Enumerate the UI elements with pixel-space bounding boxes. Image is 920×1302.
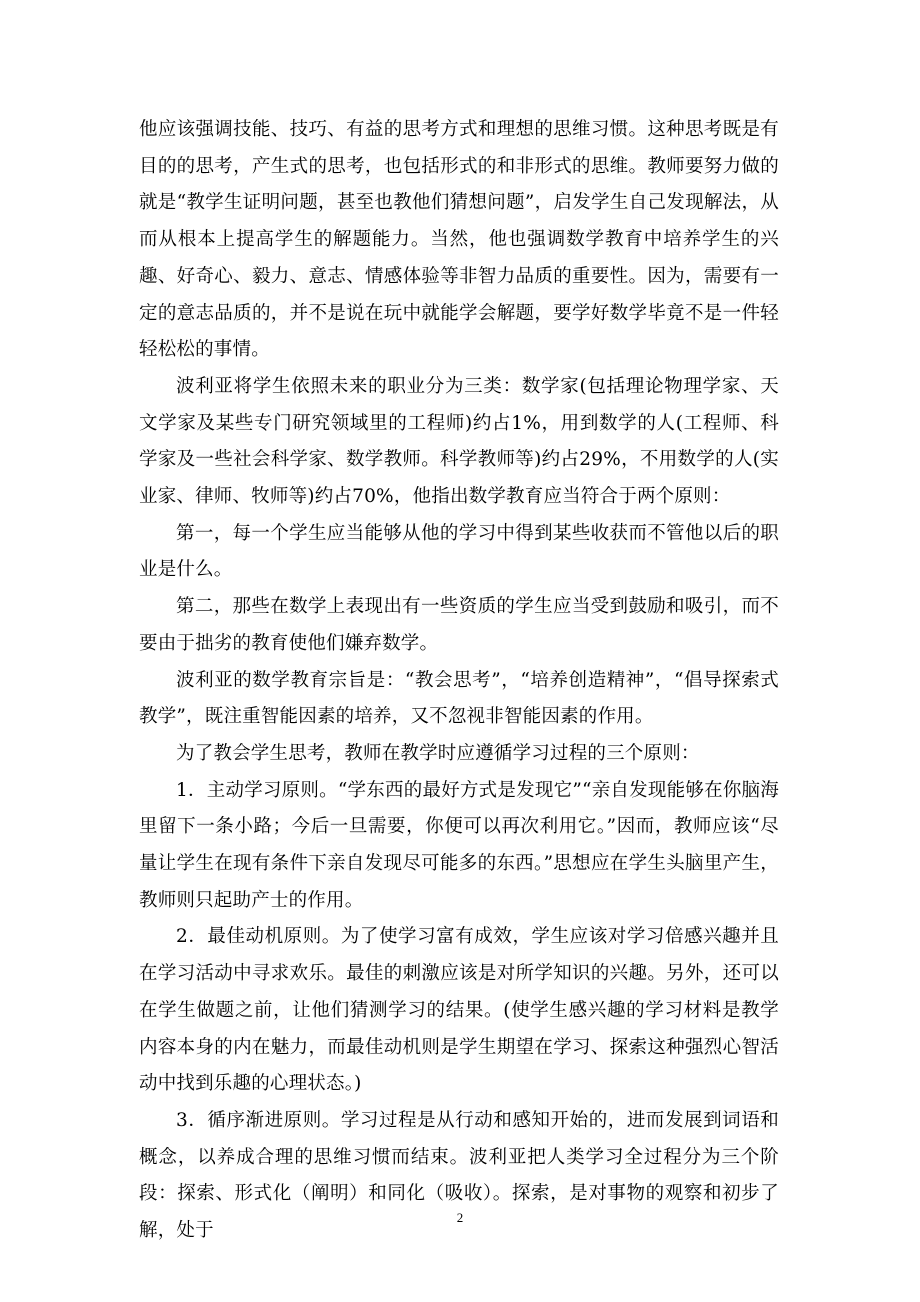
paragraph: 他应该强调技能、技巧、有益的思考方式和理想的思维习惯。这种思考既是有目的的思考，产生式的思考，也包括形式的和非形式的思维。教师要努力做的就是“教学生证明问题，甚至也教他们猜想问题”，启发学生自己发现解法，从而从根本上提高学生的解题能力。当然，他也强调数学教育中培养学生的兴趣、好奇心、毅力、意志、情感体验等非智力品质的重要性。因为，需要有一定的意志品质的，并不是说在玩中就能学会解题，要学好数学毕竟不是一件轻轻松松的事情。: [139, 119, 779, 361]
paragraph: 波利亚的数学教育宗旨是：“教会思考”，“培养创造精神”，“倡导探索式教学”，既注重智能因素的培养，又不忽视非智能因素的作用。: [139, 669, 779, 728]
paragraph: 1．主动学习原则。“学东西的最好方式是发现它”“亲自发现能够在你脑海里留下一条小路；今后一旦需要，你便可以再次利用它。”因而，教师应该“尽量让学生在现有条件下亲自发现尽可能多的东西。”思想应在学生头脑里产生，教师则只起助产士的作用。: [139, 779, 779, 911]
paragraph: 为了教会学生思考，教师在教学时应遵循学习过程的三个原则：: [176, 742, 700, 764]
paragraph: 第二，那些在数学上表现出有一些资质的学生应当受到鼓励和吸引，而不要由于拙劣的教育使他们嫌弃数学。: [139, 596, 779, 654]
paragraph: 波利亚将学生依照未来的职业分为三类：数学家(包括理论物理学家、天文学家及某些专门研究领域里的工程师)约占1%，用到数学的人(工程师、科学家及一些社会科学家、数学教师。科学教师等)约占29%，不用数学的人(实业家、律师、牧师等)约占70%，他指出数学教育应当符合于两个原则：: [139, 375, 779, 508]
paragraph: 第一，每一个学生应当能够从他的学习中得到某些收获而不管他以后的职业是什么。: [139, 522, 779, 581]
page-number: 2: [456, 1210, 464, 1225]
paragraph: 3．循序渐进原则。学习过程是从行动和感知开始的，进而发展到词语和概念，以养成合理的思维习惯而结束。波利亚把人类学习全过程分为三个阶段：探索、形式化（阐明）和同化（吸收）。探索，是对事物的观察和初步了解，处于: [139, 1109, 779, 1242]
document-body: [139, 112, 779, 1250]
paragraph: 2．最佳动机原则。为了使学习富有成效，学生应该对学习倍感兴趣并且在学习活动中寻求欢乐。最佳的刺激应该是对所学知识的兴趣。另外，还可以在学生做题之前，让他们猜测学习的结果。(使学生感兴趣的学习材料是教学内容本身的内在魅力，而最佳动机则是学生期望在学习、探索这种强烈心智活动中找到乐趣的心理状态。): [139, 926, 779, 1095]
